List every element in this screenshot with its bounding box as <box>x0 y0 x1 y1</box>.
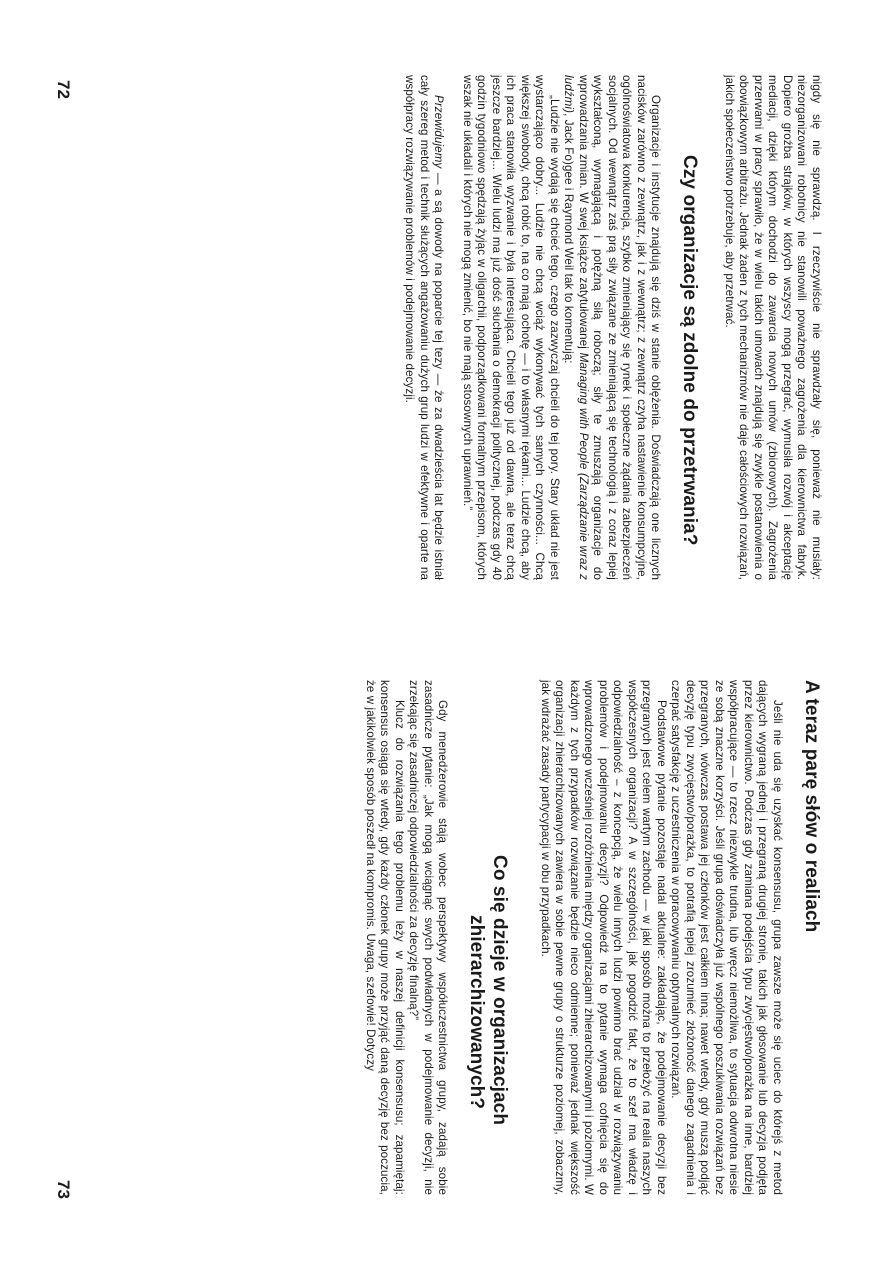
left-intro-paragraph: nigdy się nie sprawdzą. I rzeczywiście nie sprawdzały się, ponieważ nie musiały: niezorganizowani robotnicy nie stanowili poważnego zagrożenia dla kierownictwa fabryk. Dopiero groźba strajków, w których wszyscy mogą przegrać, wymusiła rozwój i akceptację mediacji, dzięki którym dochodzi do zawarcia nowych umów (zbiorowych). Zagrożenia przerwami w pracy sprawiło, że w wielu takich umowach znajdują się zwykle postanowienia o obowiązkowym arbitrażu. Jednak żaden z tych mechanizmów nie daje całościowych rozwiązań, jakich społeczeństwo potrzebuje, aby przetrwać. <box>723 75 823 580</box>
right-heading-hierarchical: Co się dzieje w organizacjach zhierarchizowanych? <box>466 855 511 1126</box>
left-page-text <box>402 75 823 580</box>
page-number-right: 73 <box>54 1180 73 1199</box>
left-paragraph-1: Organizacje i instytucje znajdują się dziś w stanie oblężenia. Doświadczają one licznych nacisków zarówno z zewnątrz, jak i z wewnątrz; z zewnątrz czyha nastawienie konsumpcyjne, ogólnoświatowa konkurencja, szybko zmieniający się rynek i społeczne żądania zabezpieczeń socjalnych. Od wewnątrz zaś prą siły związane ze zmieniającą się technologią i z coraz lepiej wykształconą, wymagającą i potężną siłą roboczą; siły te zmuszają organizacje do wprowadzania zmian. W swej książce zatytułowanej Managing with People (Zarządzanie wraz z ludźmi), Jack Fo)gee i Raymond Weil tak to komentują: <box>562 75 663 580</box>
left-paragraph-2: Przewidujemy — a są dowody na poparcie tej tezy — że za dwadzieścia lat będzie istniał cały szereg metod i technik służących angażowaniu dużych grup ludzi w efektywne i oparte na współpracy rozwiązywanie problemów i podejmowanie decyzji. <box>403 75 446 580</box>
right-heading-realia: A teraz parę słów o realiach <box>801 680 822 933</box>
book-title: Managing with People (Zarządzanie wraz z ludźmi) <box>562 75 590 580</box>
page-number-left: 72 <box>54 80 73 99</box>
left-page <box>0 0 893 620</box>
right-paragraph-3: Gdy menedżerowie stają wobec perspektywy współuczestnictwa grupy, zadają sobie zasadnicze pytanie: „Jak mogą wciągnąć swych podwładnych w podejmowanie decyzji, nie zrzekając się zasadniczej odpowiedzialności za decyzję finalną?” <box>407 680 450 1195</box>
left-quotation: „Ludzie nie wydają się chcieć tego, czego zazwyczaj chcieli do tej pory. Stary układ nie jest wystarczająco dobry... Ludzie nie chcą wciąż wykonywać tych samych czynności... Chcą większej swobody, chcą robić to, na co mają ochotę — i to własnymi rękami... Ludzie chcą, aby ich praca stanowiła wyzwanie i była interesująca. Chcieli tego już od dawna, ale teraz chcą jeszcze bardziej... Wielu ludzi ma już dość słuchania o demokracji politycznej, podczas gdy 40 godzin tygodniowo spędzają żyjąc w oligarchii, podporządkowani formalnym przepisom, których wszak nie układali i których nie mogą zmienić, bo nie mają stosownych uprawnień.” <box>461 75 561 580</box>
right-paragraph-2: Podstawowe pytanie pozostaje nadal aktualne: zakładając, że podejmowanie decyzji bez przegranych jest celem wartym zachodu — w jaki sposób można to przełożyć na realia naszych współczesnych organizacji? A w szczególności, jak pogodzić fakt, że to szef ma władzę i odpowiedzialność – z koncepcją, że wielu innych ludzi powinno brać udział w rozwiązywaniu problemów i podejmowaniu decyzji? Odpowiedź na to pytanie wymaga cofnięcia się do wprowadzonego wcześniej rozróżnienia między organizacjami zhierarchizowanymi i poziomymi. W każdym z tych przypadków rozwiązanie będzie nieco odmienne; ponieważ jednak większość organizacji zhierarchizowanych zawiera w sobie pewne grupy o strukturze poziomej, zobaczmy, jak wdrażać zasady partycypacji w obu przypadkach. <box>539 680 668 1195</box>
right-paragraph-1: Jeśli nie uda się uzyskać konsensusu, grupa zawsze może się uciec do którejś z metod dających wygraną jednej i przegraną drugiej stronie, takich jak głosowanie lub decyzja podjęta przez kierownictwo. Podczas gdy zamiana podejścia typu zwycięstwo/porażka na inne, bardziej współpracujące — to rzecz niezwykle trudna, lub wręcz niemożliwa, to sytuacja odwrotna niesie ze sobą znaczne korzyści. Jeśli grupa doświadczyła już wspólnego poszukiwania rozwiązań bez przegranych, wówczas postawa jej członków jest całkiem inna; nawet wtedy, gdy muszą podjąć decyzję typu zwycięstwo/porażka, to potrafią lepiej zrozumieć złożoność danego zagadnienia i czerpać satysfakcję z uczestniczenia w opracowywaniu optymalnych rozwiązań. <box>669 680 784 1195</box>
left-section-heading: Czy organizacje są zdolne do przetrwania? <box>679 155 701 546</box>
right-paragraph-4: Klucz do rozwiązania tego problemu leży w naszej definicji konsensusu; zapamiętaj: konsensus osiąga się wtedy, gdy każdy członek grupy może przyjąć daną decyzję bez poczucia, że w jakikolwiek sposób poszedł na kompromis. Uwaga, szefowie! Dotyczy <box>364 680 406 1195</box>
right-page-text <box>363 680 824 1195</box>
right-page <box>0 620 893 1263</box>
